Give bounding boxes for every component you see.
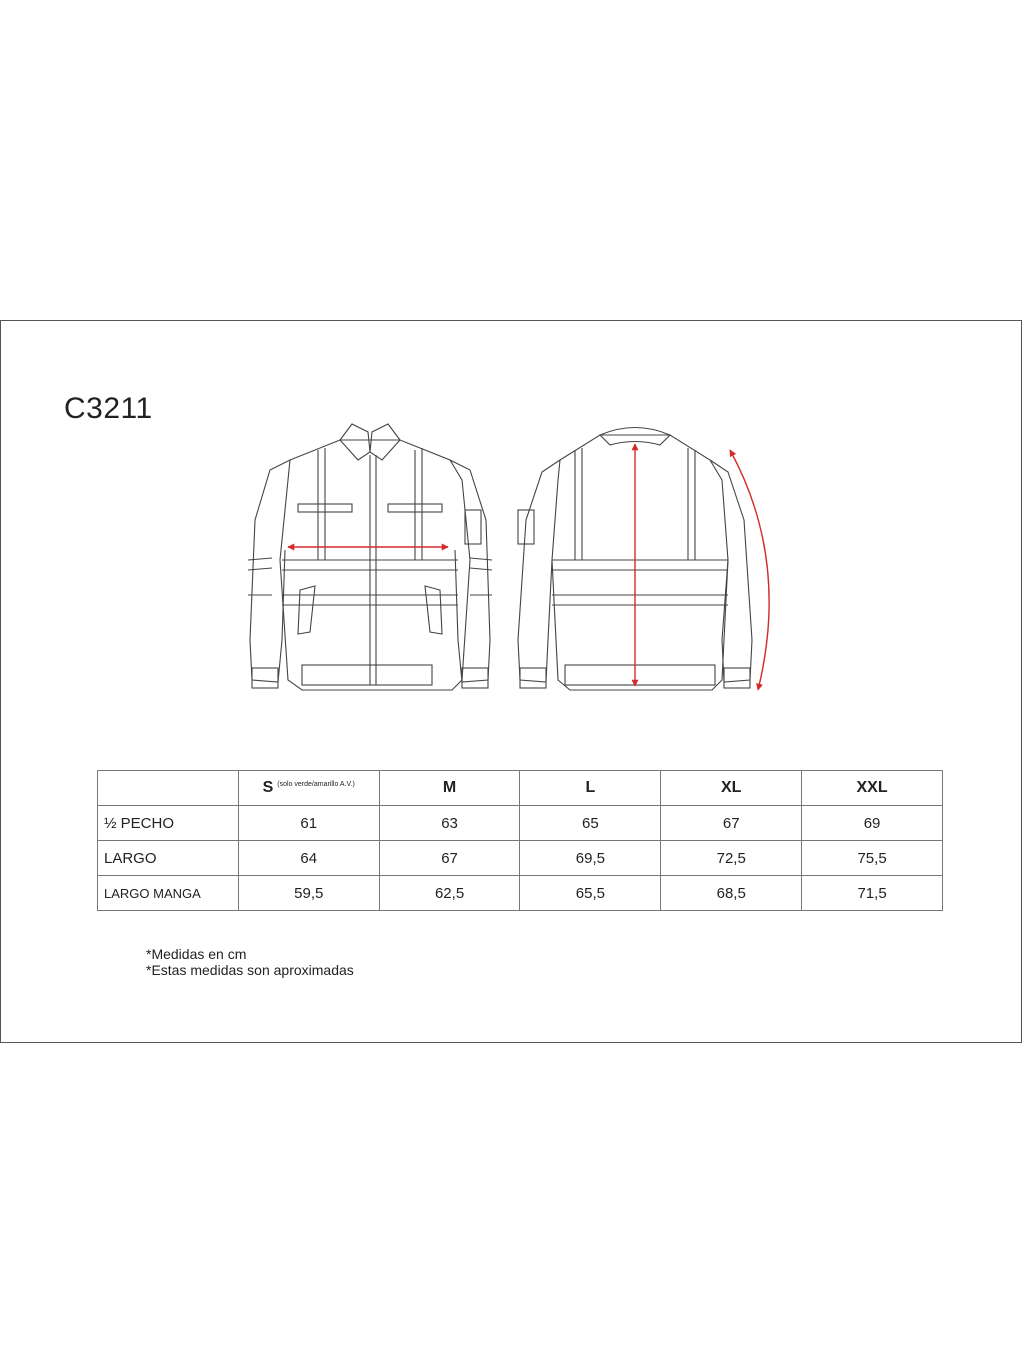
product-code-title: C3211 <box>64 392 153 425</box>
table-cell: 61 <box>238 806 379 841</box>
table-cell: 65 <box>520 806 661 841</box>
table-cell: 75,5 <box>802 841 943 876</box>
note-units: *Medidas en cm <box>146 946 247 962</box>
table-cell: 67 <box>661 806 802 841</box>
table-cell: 59,5 <box>238 876 379 911</box>
jacket-front-view <box>248 424 492 690</box>
table-row <box>98 806 943 841</box>
size-table <box>97 770 943 911</box>
size-header-xl: XL <box>661 771 802 806</box>
table-cell: 67 <box>379 841 520 876</box>
size-header-xxl: XXL <box>802 771 943 806</box>
table-cell: 65,5 <box>520 876 661 911</box>
table-cell: 62,5 <box>379 876 520 911</box>
table-cell: 69,5 <box>520 841 661 876</box>
measurement-notes <box>146 946 354 978</box>
table-row <box>98 876 943 911</box>
size-header-s: S $^{(solo verde/amarillo A.V.)}$ <box>238 771 379 806</box>
table-cell: 68,5 <box>661 876 802 911</box>
row-label-sleeve-length: LARGO MANGA <box>98 876 239 911</box>
sleeve-measure-arrow <box>730 450 769 690</box>
table-cell: 63 <box>379 806 520 841</box>
size-header-m: M <box>379 771 520 806</box>
jacket-technical-drawing <box>230 410 790 700</box>
empty-header-cell <box>98 771 239 806</box>
size-header-l: L <box>520 771 661 806</box>
note-approximate: *Estas medidas son aproximadas <box>146 962 354 978</box>
table-cell: 69 <box>802 806 943 841</box>
table-cell: 71,5 <box>802 876 943 911</box>
table-cell: 72,5 <box>661 841 802 876</box>
table-cell: 64 <box>238 841 379 876</box>
row-label-length: LARGO <box>98 841 239 876</box>
row-label-chest: ½ PECHO <box>98 806 239 841</box>
table-row <box>98 841 943 876</box>
size-table-header <box>98 771 943 806</box>
size-s-note: (solo verde/amarillo A.V.) <box>277 780 355 788</box>
